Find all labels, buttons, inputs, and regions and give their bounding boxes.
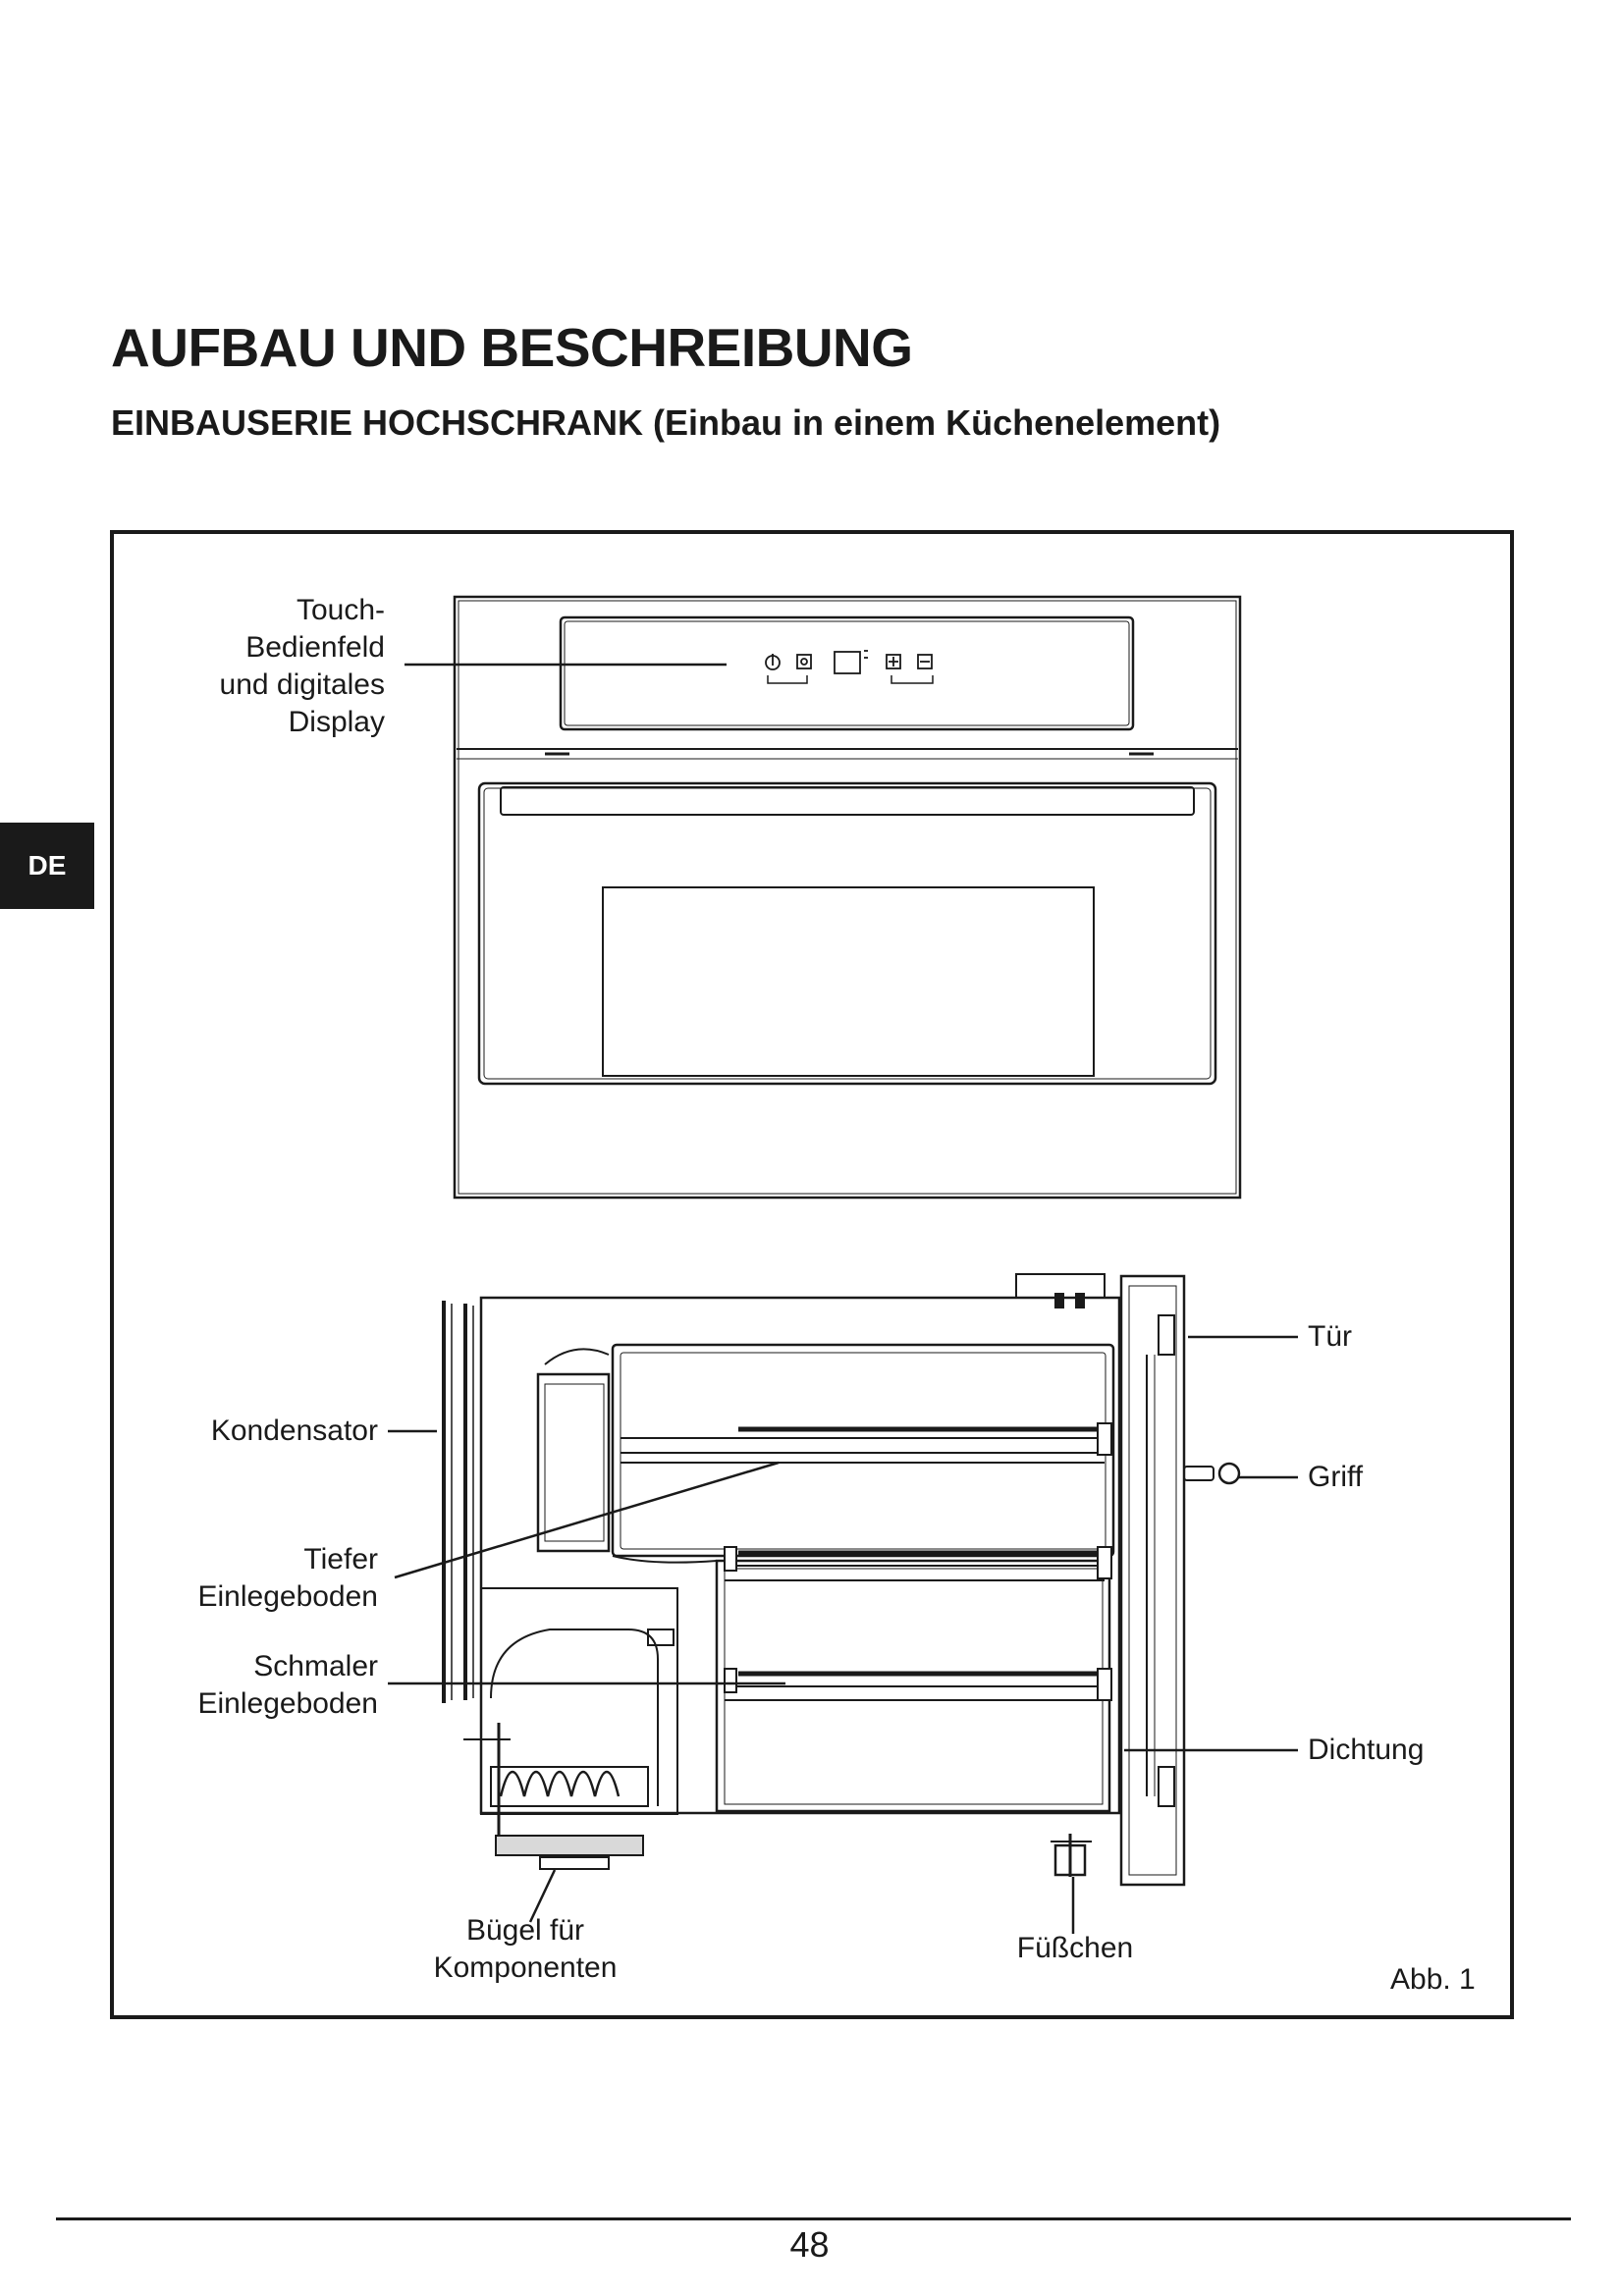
- digital-display: [835, 652, 860, 673]
- label-handle: Griff: [1308, 1461, 1364, 1493]
- handle-section: [1184, 1464, 1239, 1483]
- figure-caption: Abb. 1: [1390, 1963, 1476, 1996]
- light-icon: [797, 655, 811, 668]
- label-condenser: Kondensator: [210, 1415, 378, 1447]
- label-bracket: Bügel für Komponenten: [433, 1914, 618, 1984]
- language-tab: DE: [0, 823, 94, 909]
- leader-lines: [388, 665, 1298, 1934]
- label-door: Tür: [1308, 1320, 1352, 1353]
- label-seal: Dichtung: [1308, 1734, 1425, 1766]
- oven-window: [603, 887, 1094, 1076]
- footer-rule: [56, 2217, 1571, 2220]
- label-touch-panel: Touch- Bedienfeld und digitales Display: [219, 594, 385, 738]
- plus-icon: [887, 655, 900, 668]
- page-subtitle: EINBAUSERIE HOCHSCHRANK (Einbau in einem Küchenelement): [111, 402, 1221, 443]
- page-number: 48: [789, 2224, 830, 2265]
- page-title: AUFBAU UND BESCHREIBUNG: [111, 317, 913, 378]
- foot-section: [1051, 1834, 1092, 1877]
- power-icon: [766, 654, 780, 669]
- oven-door-front: [479, 783, 1215, 1084]
- label-narrow-rack: Schmaler Einlegeboden: [197, 1650, 378, 1720]
- touch-controls: [766, 651, 933, 683]
- minus-icon: [918, 655, 932, 668]
- rack-lines: [738, 1429, 1105, 1674]
- oven-side-section: [444, 1274, 1239, 1885]
- label-feet: Füßchen: [1016, 1932, 1134, 1964]
- oven-front-view: [455, 597, 1240, 1198]
- label-deep-rack: Tiefer Einlegeboden: [197, 1543, 378, 1613]
